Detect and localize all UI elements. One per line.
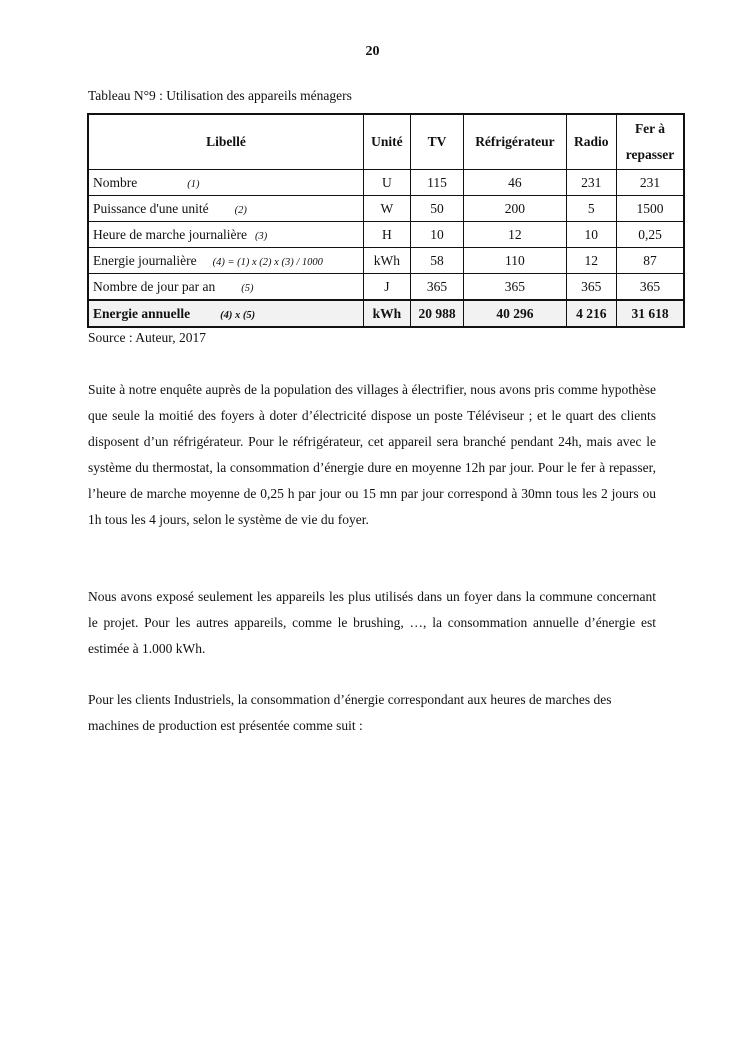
table-row [88, 248, 684, 274]
row-label-cell [88, 248, 364, 274]
row-label: Puissance d'une unité [93, 200, 209, 216]
cell-radio: 5 [566, 196, 616, 222]
row-label: Nombre de jour par an [93, 278, 216, 294]
table-caption: Tableau N°9 : Utilisation des appareils ménagers [88, 88, 352, 103]
cell-radio: 4 216 [566, 300, 616, 327]
paragraph-other-appliances: Nous avons exposé seulement les appareils les plus utilisés dans un foyer dans la commune concernant le projet. Pour les autres appareils, comme le brushing, …, la consommation annuelle d’énergie est estimée à 1.000 kWh. [88, 589, 656, 656]
cell-tv: 58 [410, 248, 463, 274]
table-header-row [88, 114, 684, 170]
row-formula: (2) [234, 204, 247, 216]
cell-unit: U [364, 170, 411, 196]
table-row [88, 222, 684, 248]
table-source: Source : Auteur, 2017 [88, 330, 206, 345]
cell-fridge: 365 [464, 274, 566, 301]
row-formula: (4) x (5) [220, 309, 256, 321]
cell-fridge: 40 296 [464, 300, 566, 327]
cell-fridge: 110 [464, 248, 566, 274]
cell-iron: 365 [617, 274, 685, 301]
table-row [88, 196, 684, 222]
cell-radio: 231 [566, 170, 616, 196]
cell-tv: 50 [410, 196, 463, 222]
table-row [88, 274, 684, 301]
cell-unit: W [364, 196, 411, 222]
header-libelle: Libellé [88, 114, 364, 170]
cell-radio: 10 [566, 222, 616, 248]
cell-unit: H [364, 222, 411, 248]
cell-unit: kWh [364, 248, 411, 274]
cell-fridge: 12 [464, 222, 566, 248]
cell-radio: 12 [566, 248, 616, 274]
table-row [88, 170, 684, 196]
cell-iron: 231 [617, 170, 685, 196]
cell-unit: J [364, 274, 411, 301]
cell-fridge: 46 [464, 170, 566, 196]
row-label: Energie journalière [93, 252, 197, 268]
cell-radio: 365 [566, 274, 616, 301]
header-fer-a-repasser: Fer à repasser [617, 114, 685, 170]
row-label-cell [88, 274, 364, 301]
cell-iron: 1500 [617, 196, 685, 222]
cell-iron: 87 [617, 248, 685, 274]
cell-tv: 365 [410, 274, 463, 301]
row-formula: (5) [241, 282, 254, 294]
page-number: 20 [365, 44, 380, 59]
cell-iron: 0,25 [617, 222, 685, 248]
header-tv: TV [410, 114, 463, 170]
cell-fridge: 200 [464, 196, 566, 222]
row-formula: (3) [255, 230, 268, 242]
cell-tv: 10 [410, 222, 463, 248]
cell-tv: 20 988 [410, 300, 463, 327]
paragraph-industrial-clients: Pour les clients Industriels, la consommation d’énergie correspondant aux heures de marches des machines de production est présentée comme suit : [88, 692, 612, 733]
row-formula: (1) [187, 178, 200, 190]
header-refrigerateur: Réfrigérateur [464, 114, 566, 170]
cell-tv: 115 [410, 170, 463, 196]
row-label-cell [88, 222, 364, 248]
row-label: Heure de marche journalière [93, 226, 248, 242]
paragraph-survey-hypothesis: Suite à notre enquête auprès de la population des villages à électrifier, nous avons pris comme hypothèse que seule la moitié des foyers à doter d’électricité dispose un poste Téléviseur ; et le quart des clients disposent d’un réfrigérateur. Pour le réfrigérateur, cet appareil sera branché pendant 24h, mais avec le système du thermostat, la consommation d’énergie dure en moyenne 12h par jour. Pour le fer à repasser, l’heure de marche moyenne de 0,25 h par jour ou 15 mn par jour correspond à 30mn tous les 2 jours ou 1h tous les 4 jours, selon le système de vie du foyer. [88, 382, 656, 527]
row-label-cell [88, 196, 364, 222]
row-label-cell [88, 300, 364, 327]
appliance-usage-table [87, 113, 685, 328]
row-formula: (4) = (1) x (2) x (3) / 1000 [212, 256, 323, 268]
table-total-row [88, 300, 684, 327]
row-label: Energie annuelle [93, 305, 191, 321]
row-label-cell [88, 170, 364, 196]
row-label: Nombre [93, 174, 138, 190]
cell-unit: kWh [364, 300, 411, 327]
header-radio: Radio [566, 114, 616, 170]
header-unite: Unité [364, 114, 411, 170]
cell-iron: 31 618 [617, 300, 685, 327]
